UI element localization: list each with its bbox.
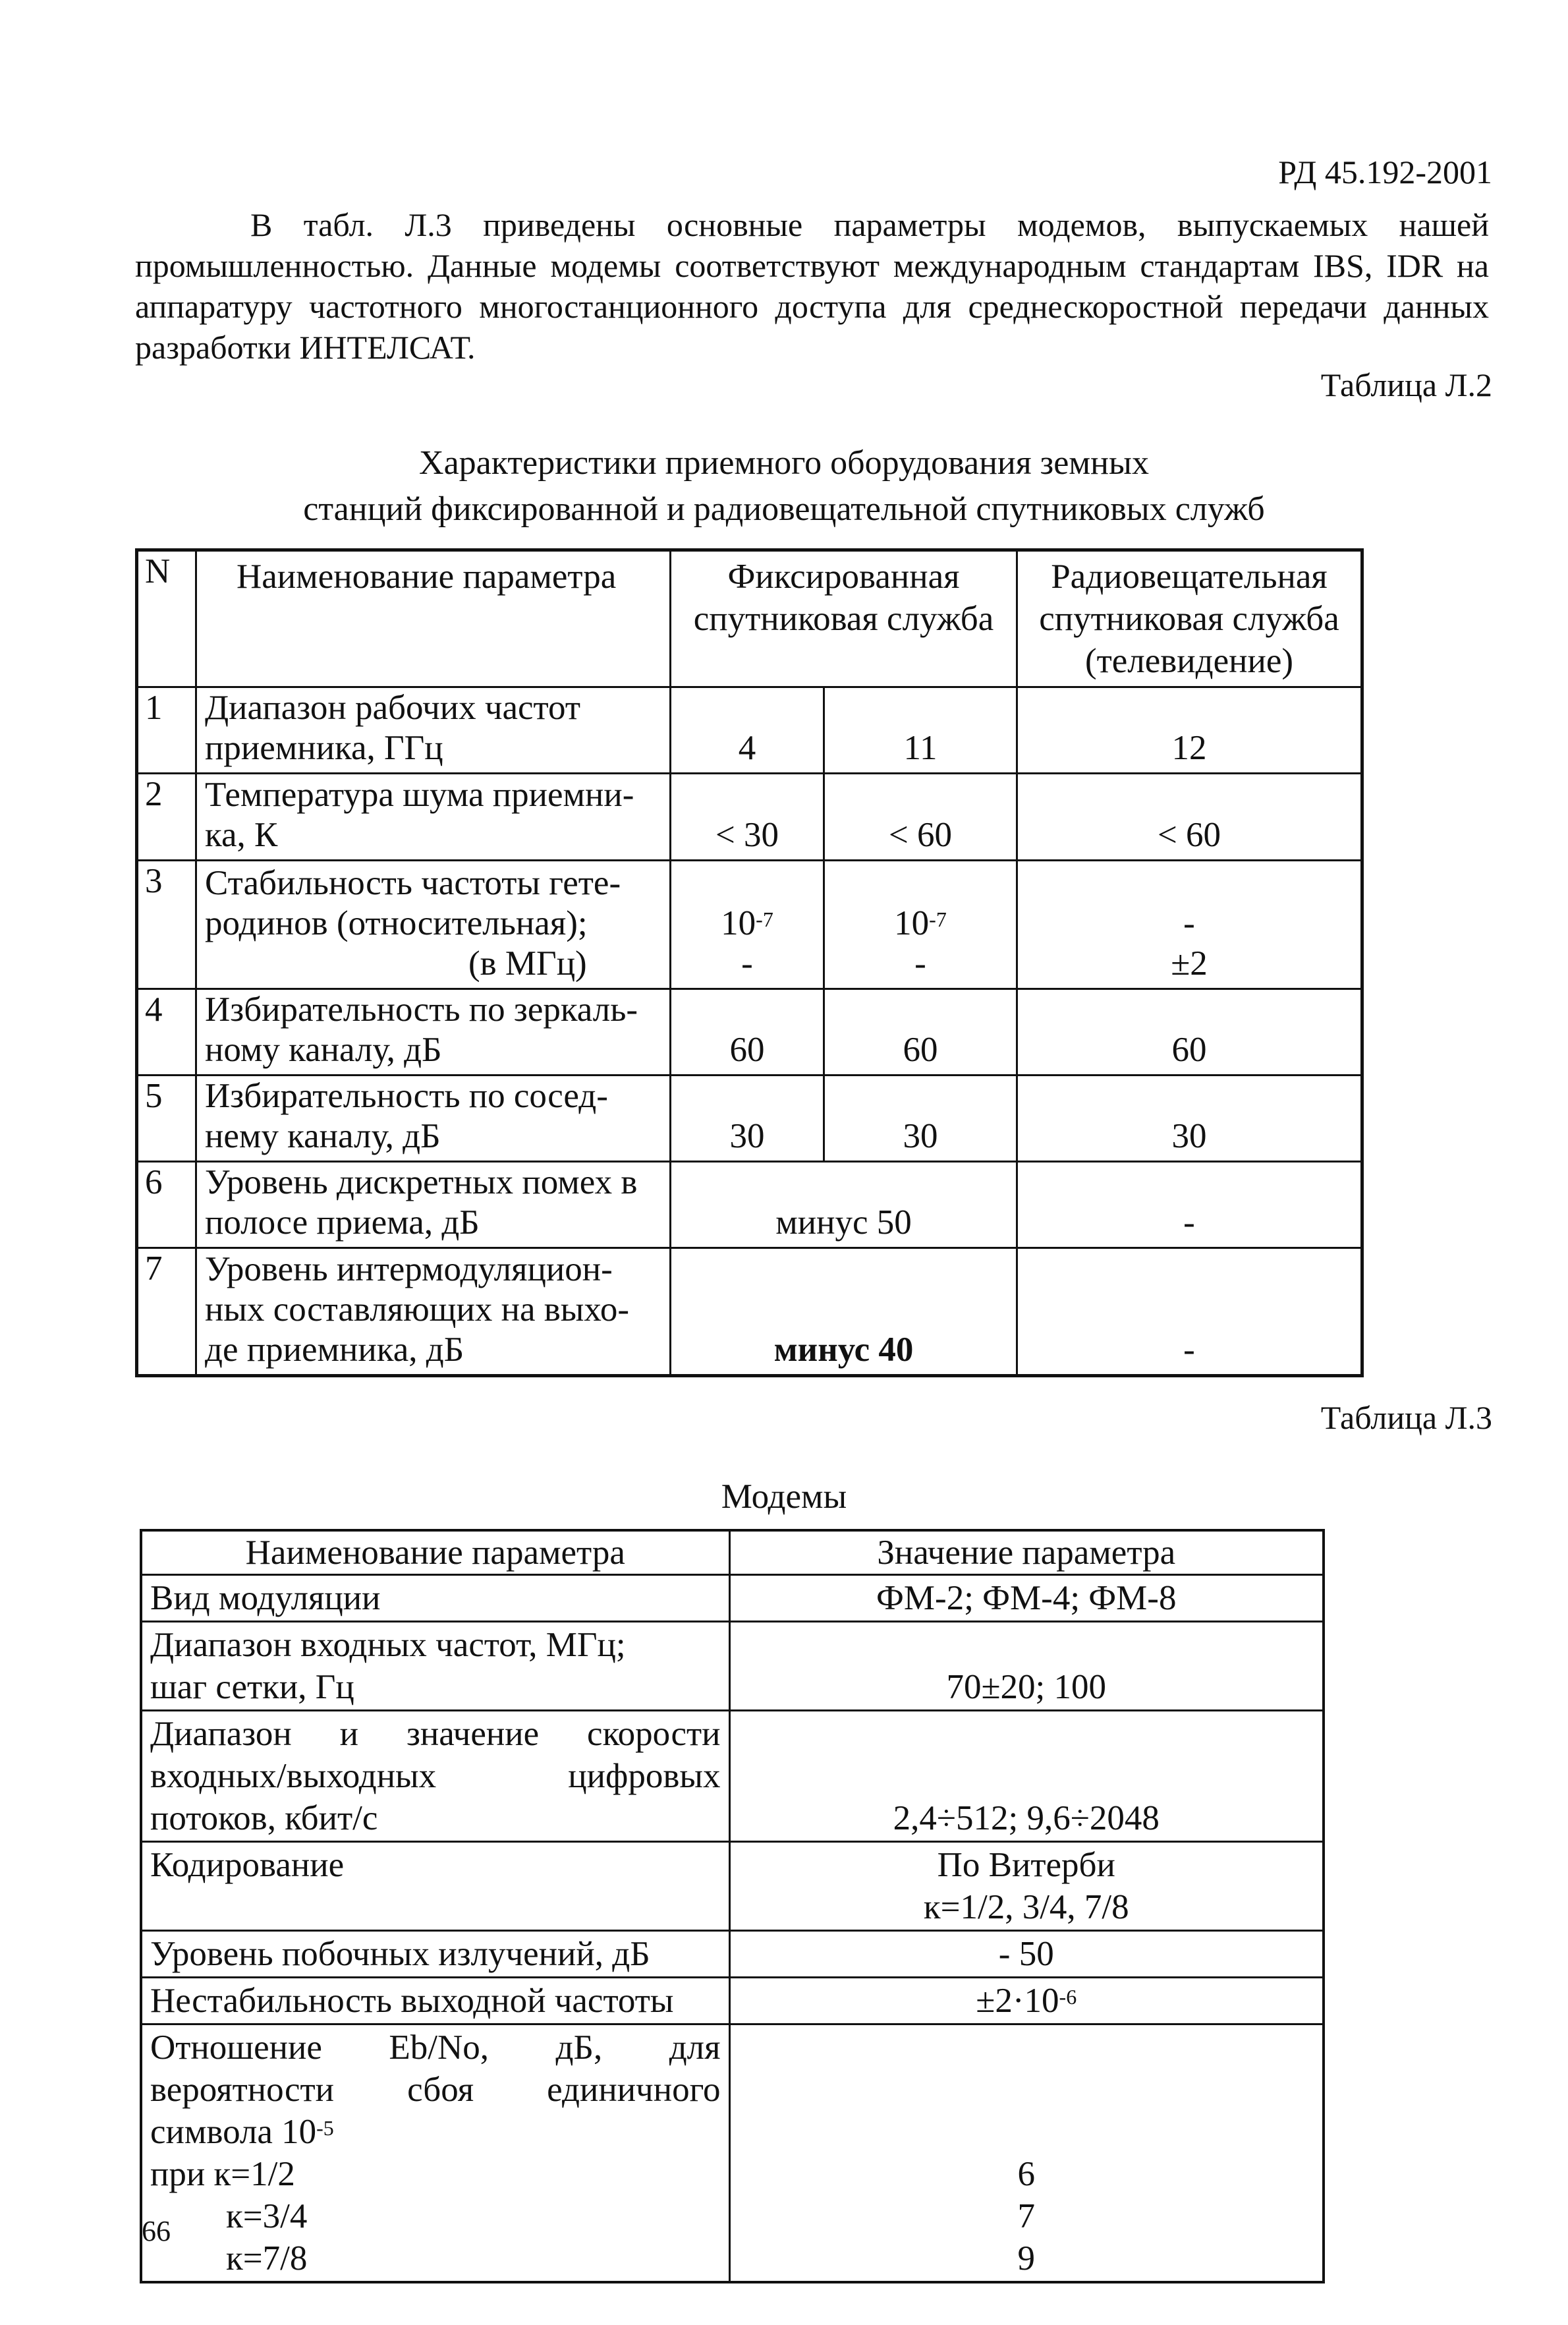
- row-name-line3: (в МГц): [468, 944, 587, 983]
- power-base: 10: [894, 904, 930, 942]
- param-value: [729, 1842, 1324, 1931]
- table-row: [137, 774, 1362, 861]
- row-num: 2: [137, 774, 196, 861]
- param-name: Уровень побочных излучений, дБ: [141, 1931, 729, 1978]
- row-name-line2: ка, К: [205, 816, 278, 854]
- table-row: [137, 1162, 1362, 1248]
- code-rate-2: к=3/4: [226, 2197, 308, 2235]
- row-name-line2: полосе приема, дБ: [205, 1203, 480, 1242]
- fixed-11ghz-value: 60: [824, 989, 1017, 1076]
- table-row: [141, 1842, 1324, 1931]
- page-number: 66: [142, 2215, 171, 2247]
- table-row: [137, 1076, 1362, 1162]
- row-num: 6: [137, 1162, 196, 1248]
- power-base: 10: [721, 904, 756, 942]
- param-name: Нестабильность выходной частоты: [141, 1978, 729, 2024]
- fixed-11ghz-value: [824, 861, 1017, 989]
- row-name: [196, 1248, 671, 1376]
- param-value: - 50: [729, 1931, 1324, 1978]
- param-name: [141, 2024, 729, 2283]
- table-header-row: [141, 1530, 1324, 1575]
- code-rate-3: к=7/8: [226, 2239, 308, 2278]
- param-value: [729, 2024, 1324, 2283]
- header-broadcast-line3: (телевидение): [1084, 642, 1294, 680]
- param-value: 2,4÷512; 9,6÷2048: [729, 1711, 1324, 1842]
- row-name-line1: Стабильность частоты гете-: [205, 864, 621, 902]
- table2-title: [0, 440, 1568, 532]
- row-name-line2: ному каналу, дБ: [205, 1031, 442, 1069]
- row-name-line1: Избирательность по зеркаль-: [205, 990, 638, 1029]
- table2-label: Таблица Л.2: [1320, 366, 1492, 403]
- row-name: [196, 774, 671, 861]
- power-base: ±2·10: [976, 1982, 1059, 2020]
- param-value: 70±20; 100: [729, 1622, 1324, 1711]
- param-value: [729, 1978, 1324, 2024]
- row-name-line1: Диапазон рабочих частот: [205, 689, 580, 727]
- row-num: 1: [137, 687, 196, 774]
- row-name: [196, 687, 671, 774]
- param-name: Вид модуляции: [141, 1575, 729, 1622]
- row-name-line3: де приемника, дБ: [205, 1331, 464, 1369]
- broadcast-value: 30: [1017, 1076, 1362, 1162]
- value-rate-2: 7: [1017, 2197, 1035, 2235]
- param-name-text: Отношение Eb/No, дБ, для вероятности сбоя единичного символа 10: [150, 2028, 721, 2151]
- broadcast-relative: -: [1183, 904, 1195, 942]
- table-header-row: [137, 550, 1362, 687]
- header-broadcast-line2: спутниковая служба: [1039, 600, 1339, 638]
- table-row: [141, 1931, 1324, 1978]
- broadcast-value: -: [1017, 1248, 1362, 1376]
- table-row: [141, 1575, 1324, 1622]
- fixed-4ghz-mhz: -: [741, 944, 753, 983]
- fixed-4ghz-value: < 30: [671, 774, 824, 861]
- fixed-11ghz-relative: [833, 904, 1008, 944]
- receiver-characteristics-table: [135, 548, 1364, 1377]
- param-value: ФМ-2; ФМ-4; ФМ-8: [729, 1575, 1324, 1622]
- fixed-11ghz-value: 30: [824, 1076, 1017, 1162]
- row-name: [196, 989, 671, 1076]
- table3-label: Таблица Л.3: [1320, 1399, 1492, 1436]
- param-name: Диапазон и значение скорости входных/выходных цифровых потоков, кбит/с: [141, 1711, 729, 1842]
- fixed-4ghz-relative: [679, 904, 815, 944]
- broadcast-value: 60: [1017, 989, 1362, 1076]
- header-value: Значение параметра: [729, 1530, 1324, 1575]
- header-fixed-line2: спутниковая служба: [693, 600, 994, 638]
- fixed-4ghz-value: 60: [671, 989, 824, 1076]
- fixed-11ghz-value: 11: [824, 687, 1017, 774]
- header-broadcast: [1017, 550, 1362, 687]
- table-row: [141, 1978, 1324, 2024]
- document-number: РД 45.192-2001: [1278, 154, 1492, 190]
- power-exponent: -7: [756, 907, 773, 931]
- row-name-line1: Избирательность по сосед-: [205, 1077, 608, 1115]
- param-name: [141, 1622, 729, 1711]
- param-name: Кодирование: [141, 1842, 729, 1931]
- row-name: [196, 861, 671, 989]
- intro-text: В табл. Л.3 приведены основные параметры модемов, выпускаемых нашей промышленностью. Данные модемы соответствуют международным стандартам IBS, IDR на аппаратуру частотного многостанционного доступа для среднескоростной передачи данных разработки ИНТЕЛСАТ.: [135, 206, 1489, 366]
- row-name: [196, 1162, 671, 1248]
- table2-title-line1: Характеристики приемного оборудования земных: [419, 444, 1149, 482]
- value-rate-1: 6: [1017, 2155, 1035, 2193]
- fixed-value: минус 50: [671, 1162, 1017, 1248]
- broadcast-value: 12: [1017, 687, 1362, 774]
- table2-title-line2: станций фиксированной и радиовещательной спутниковых служб: [303, 490, 1265, 528]
- power-exponent: -7: [929, 907, 947, 931]
- row-name-line1: Уровень дискретных помех в: [205, 1163, 638, 1201]
- header-name: Наименование параметра: [196, 550, 671, 687]
- row-num: 4: [137, 989, 196, 1076]
- row-name-line2: родинов (относительная);: [205, 904, 588, 942]
- code-rate-1: при к=1/2: [150, 2155, 295, 2193]
- param-value-line1: По Витерби: [937, 1846, 1115, 1884]
- fixed-11ghz-value: < 60: [824, 774, 1017, 861]
- row-num: 5: [137, 1076, 196, 1162]
- table-row: [137, 1248, 1362, 1376]
- table-row: [137, 687, 1362, 774]
- broadcast-value: [1017, 861, 1362, 989]
- table-row: [141, 2024, 1324, 2283]
- power-exponent: -5: [316, 2116, 334, 2140]
- table-row: [141, 1622, 1324, 1711]
- header-num: N: [137, 550, 196, 687]
- broadcast-value: -: [1017, 1162, 1362, 1248]
- row-name-line2: ных составляющих на выхо-: [205, 1290, 629, 1329]
- row-name: [196, 1076, 671, 1162]
- table-row: [141, 1711, 1324, 1842]
- header-fixed: [671, 550, 1017, 687]
- modems-table: [140, 1529, 1325, 2283]
- row-num: 7: [137, 1248, 196, 1376]
- fixed-4ghz-value: 30: [671, 1076, 824, 1162]
- fixed-value: минус 40: [671, 1248, 1017, 1376]
- table3-title: Модемы: [721, 1478, 847, 1516]
- table-row: [137, 989, 1362, 1076]
- value-rate-3: 9: [1017, 2239, 1035, 2278]
- broadcast-mhz: ±2: [1171, 944, 1208, 983]
- table-row: [137, 861, 1362, 989]
- param-name-line2: шаг сетки, Гц: [150, 1668, 354, 1706]
- fixed-4ghz-value: [671, 861, 824, 989]
- header-name: Наименование параметра: [141, 1530, 729, 1575]
- row-name-line1: Уровень интермодуляцион-: [205, 1250, 613, 1288]
- row-num: 3: [137, 861, 196, 989]
- fixed-4ghz-value: 4: [671, 687, 824, 774]
- header-fixed-line1: Фиксированная: [727, 558, 960, 596]
- power-exponent: -6: [1059, 1985, 1077, 2009]
- row-name-line2: приемника, ГГц: [205, 729, 443, 767]
- broadcast-value: < 60: [1017, 774, 1362, 861]
- param-name-line1: Диапазон входных частот, МГц;: [150, 1626, 626, 1664]
- fixed-11ghz-mhz: -: [914, 944, 926, 983]
- intro-paragraph: [135, 204, 1489, 368]
- param-name-line1: [150, 2026, 721, 2153]
- row-name-line1: Температура шума приемни-: [205, 776, 634, 814]
- row-name-line2: нему каналу, дБ: [205, 1117, 441, 1155]
- header-broadcast-line1: Радиовещательная: [1051, 558, 1328, 596]
- param-value-line2: к=1/2, 3/4, 7/8: [923, 1888, 1129, 1926]
